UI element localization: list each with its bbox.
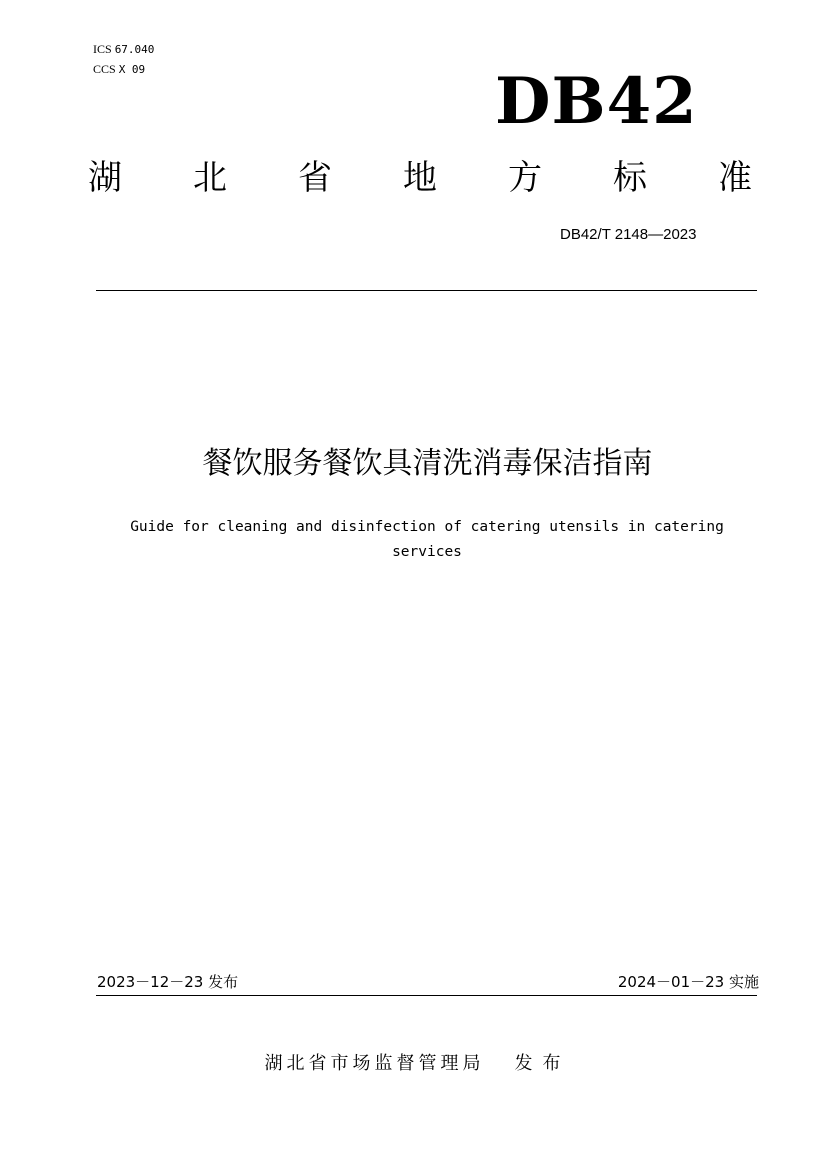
issue-suffix: 发布 <box>514 1053 571 1074</box>
standard-type-char: 地 <box>403 158 437 198</box>
title-chinese: 餐饮服务餐饮具清洗消毒保洁指南 <box>202 446 653 481</box>
ccs-code: X 09 <box>118 63 146 76</box>
header-divider <box>96 290 757 291</box>
ccs-classification <box>93 62 145 77</box>
standard-type-char: 省 <box>298 158 332 198</box>
standard-type-char: 标 <box>613 158 647 198</box>
ics-label: ICS <box>93 42 112 56</box>
db42-logo: DB42 <box>495 64 698 139</box>
issuer-name: 湖北省市场监督管理局 <box>264 1053 485 1074</box>
issuer-line <box>0 1052 815 1076</box>
standard-number: DB42/T 2148—2023 <box>560 226 697 243</box>
standard-type-char: 北 <box>193 158 227 198</box>
standard-type-heading <box>88 158 752 198</box>
standard-type-char: 湖 <box>88 158 122 198</box>
standard-type-char: 方 <box>508 158 542 198</box>
footer-divider <box>96 995 757 996</box>
standard-type-char: 准 <box>718 158 752 198</box>
ics-classification <box>93 42 154 57</box>
ics-code: 67.040 <box>114 43 155 56</box>
ccs-label: CCS <box>93 62 116 76</box>
issue-date: 2023－12－23 发布 <box>97 973 239 991</box>
implementation-date: 2024－01－23 实施 <box>617 973 759 991</box>
title-english: Guide for cleaning and disinfection of catering utensils in catering services <box>130 519 724 560</box>
